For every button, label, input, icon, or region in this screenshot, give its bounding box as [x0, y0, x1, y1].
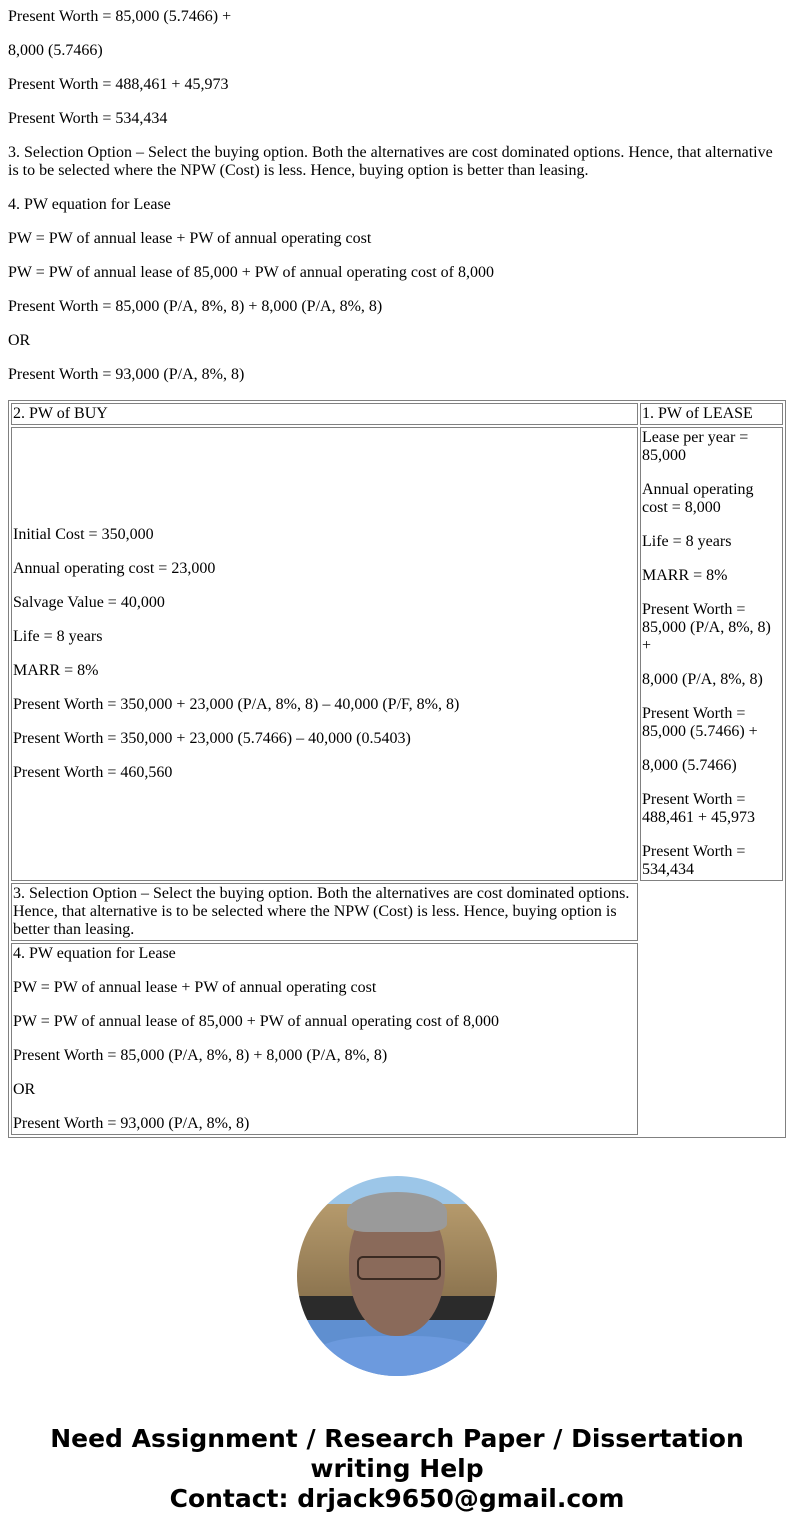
- text-line: 8,000 (5.7466): [8, 42, 103, 59]
- text-line: OR: [13, 1081, 36, 1098]
- text-line: Initial Cost = 350,000: [13, 526, 154, 543]
- pw-comparison-table: [8, 400, 786, 1138]
- empty-cell: [640, 883, 783, 1135]
- text-line: PW = PW of annual lease + PW of annual operating cost: [8, 230, 372, 247]
- text-line: Present Worth = 488,461 + 45,973: [8, 76, 229, 93]
- avatar-shirt: [307, 1336, 487, 1376]
- footer-headline: Need Assignment / Research Paper / Dissertation writing Help: [50, 1424, 744, 1483]
- buy-details-cell: [11, 427, 638, 881]
- lease-header-cell: 1. PW of LEASE: [640, 403, 783, 425]
- lease-details-cell: [640, 427, 783, 881]
- text-line: MARR = 8%: [13, 662, 99, 679]
- text-line: 8,000 (5.7466): [642, 757, 737, 774]
- text-line: 4. PW equation for Lease: [13, 945, 176, 962]
- buy-header-cell: 2. PW of BUY: [11, 403, 638, 425]
- text-line: 3. Selection Option – Select the buying option. Both the alternatives are cost dominated options. Hence, that alternative is to be selected where the NPW (Cost) is less. Hence, buying option is better than leasing.: [8, 144, 773, 179]
- footer-contact: Contact: drjack9650@gmail.com: [169, 1484, 625, 1513]
- text-line: 8,000 (P/A, 8%, 8): [642, 671, 763, 688]
- avatar-glasses: [357, 1256, 441, 1280]
- text-line: Annual operating cost = 23,000: [13, 560, 216, 577]
- text-line: Present Worth = 85,000 (5.7466) +: [642, 705, 758, 740]
- text-line: Present Worth = 534,434: [8, 110, 168, 127]
- text-line: Present Worth = 85,000 (5.7466) +: [8, 8, 232, 25]
- text-line: MARR = 8%: [642, 567, 728, 584]
- selection-cell: 3. Selection Option – Select the buying option. Both the alternatives are cost dominated options. Hence, that alternative is to be selected where the NPW (Cost) is less. Hence, buying option is better than leasing.: [11, 883, 638, 941]
- text-line: PW = PW of annual lease of 85,000 + PW of annual operating cost of 8,000: [13, 1013, 499, 1030]
- text-line: Present Worth = 488,461 + 45,973: [642, 791, 756, 826]
- text-line: Present Worth = 534,434: [642, 843, 746, 878]
- text-line: PW = PW of annual lease of 85,000 + PW of annual operating cost of 8,000: [8, 264, 494, 281]
- text-line: 4. PW equation for Lease: [8, 196, 171, 213]
- author-avatar: [297, 1176, 497, 1376]
- text-line: Present Worth = 350,000 + 23,000 (P/A, 8%, 8) – 40,000 (P/F, 8%, 8): [13, 696, 460, 713]
- text-line: Salvage Value = 40,000: [13, 594, 165, 611]
- text-line: Present Worth = 93,000 (P/A, 8%, 8): [13, 1115, 250, 1132]
- top-text: [8, 8, 786, 384]
- text-line: Present Worth = 93,000 (P/A, 8%, 8): [8, 366, 245, 383]
- text-line: Annual operating cost = 8,000: [642, 481, 754, 516]
- text-line: Life = 8 years: [13, 628, 103, 645]
- text-line: Present Worth = 85,000 (P/A, 8%, 8) +: [642, 601, 771, 654]
- text-line: Present Worth = 85,000 (P/A, 8%, 8) + 8,000 (P/A, 8%, 8): [8, 298, 383, 315]
- text-line: Present Worth = 85,000 (P/A, 8%, 8) + 8,000 (P/A, 8%, 8): [13, 1047, 388, 1064]
- text-line: PW = PW of annual lease + PW of annual operating cost: [13, 979, 377, 996]
- text-line: OR: [8, 332, 31, 349]
- help-footer: [8, 1424, 786, 1514]
- equation-cell: [11, 943, 638, 1135]
- text-line: Lease per year = 85,000: [642, 429, 749, 464]
- avatar-hair: [347, 1192, 447, 1232]
- text-line: Present Worth = 350,000 + 23,000 (5.7466) – 40,000 (0.5403): [13, 730, 411, 747]
- text-line: Life = 8 years: [642, 533, 732, 550]
- text-line: Present Worth = 460,560: [13, 764, 173, 781]
